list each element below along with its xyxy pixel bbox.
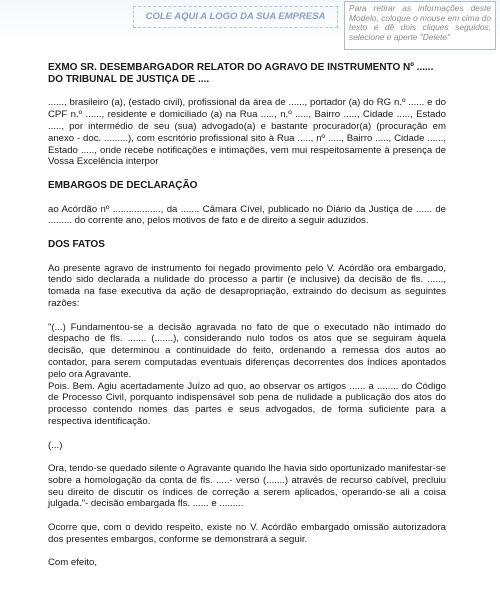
logo-placeholder[interactable]: COLE AQUI A LOGO DA SUA EMPRESA <box>133 6 338 28</box>
heading-fatos: DOS FATOS <box>48 238 105 250</box>
document-body <box>48 62 446 581</box>
fatos-paragraph-1: Ao presente agravo de instrumento foi negado provimento pelo V. Acórdão ora embargado, tendo sido declarada a nulidade do processo a partir (e inclusive) da decisão de fls. ......, tomada na fase executiva da ação de desapropriação, extraindo do decisum as seguintes razões: <box>48 262 446 309</box>
quote-paragraph-2: Pois. Bem. Agiu acertadamente Juízo ad quo, ao observar os artigos ...... a ........ do Código de Processo Civil, porquanto indispensável sob pena de nulidade a publicação dos atos do processo contendo nomes das partes e seus advogados, de forma suficiente para a respectiva identificação. <box>48 380 446 427</box>
document-title: EXMO SR. DESEMBARGADOR RELATOR DO AGRAVO DE INSTRUMENTO Nº ...... DO TRIBUNAL DE JUSTIÇA DE .... <box>48 62 434 85</box>
fatos-paragraph-2: Ora, tendo-se quedado silente o Agravante quando lhe havia sido oportunizado manifestar-se sobre a homologação da conta de fls. .....- verso (.......) através de recurso cabível, precluiu seu direito de discutir os índices de correção a serem aplicados, operando-se ali a coisa julgada."- decisão embargada fls. ...... e ......... <box>48 463 446 510</box>
ellipsis-paragraph: (...) <box>48 439 63 451</box>
heading-embargos: EMBARGOS DE DECLARAÇÃO <box>48 179 198 191</box>
intro-paragraph: ......, brasileiro (a), (estado civil), profissional da área de ......, portador (a) do RG n.º ...... e do CPF n.º ......, residente e domiciliado (a) na Rua ....., n.º ....., Bairro ....., Cidade ....., Estado ....., por intermédio de seu (sua) advogado(a) e bastante procurador(a) (procuração em anexo - doc. .........), com escritório profissional sito à Rua ....., nº ....., Bairro ....., Cidade ......, Estado ....., onde recebe notificações e intimações, vem mui respeitosamente à presença de Vossa Excelência interpor <box>48 97 446 168</box>
embargos-paragraph: ao Acórdão nº .................., da ....... Câmara Cível, publicado no Diário da Justiça de ...... de ......... do corrente ano, pelos motivos de fato e de direito a seguir aduzidos. <box>48 203 446 227</box>
instruction-note: Para retirar as informações deste Modelo, coloque o mouse em cima do texto e dê dois cliques seguidos, selecione e aperte "Delete" <box>344 1 496 50</box>
closing-paragraph: Com efeito, <box>48 557 98 569</box>
fatos-paragraph-3: Ocorre que, com o devido respeito, existe no V. Acórdão embargado omissão autorizadora dos presentes embargos, conforme se demonstrará a seguir. <box>48 522 446 545</box>
quote-paragraph-1: "(...) Fundamentou-se a decisão agravada no fato de que o executado não intimado do despacho de fls. ....... (.......), considerando nulo todos os atos que se seguiram àquela decisão, que determinou a continuidade do feito, ordenando a remessa dos autos ao contador, para serem computadas eventuais diferenças decorrentes dos índices apontados pelo ora Agravante. <box>48 321 446 380</box>
